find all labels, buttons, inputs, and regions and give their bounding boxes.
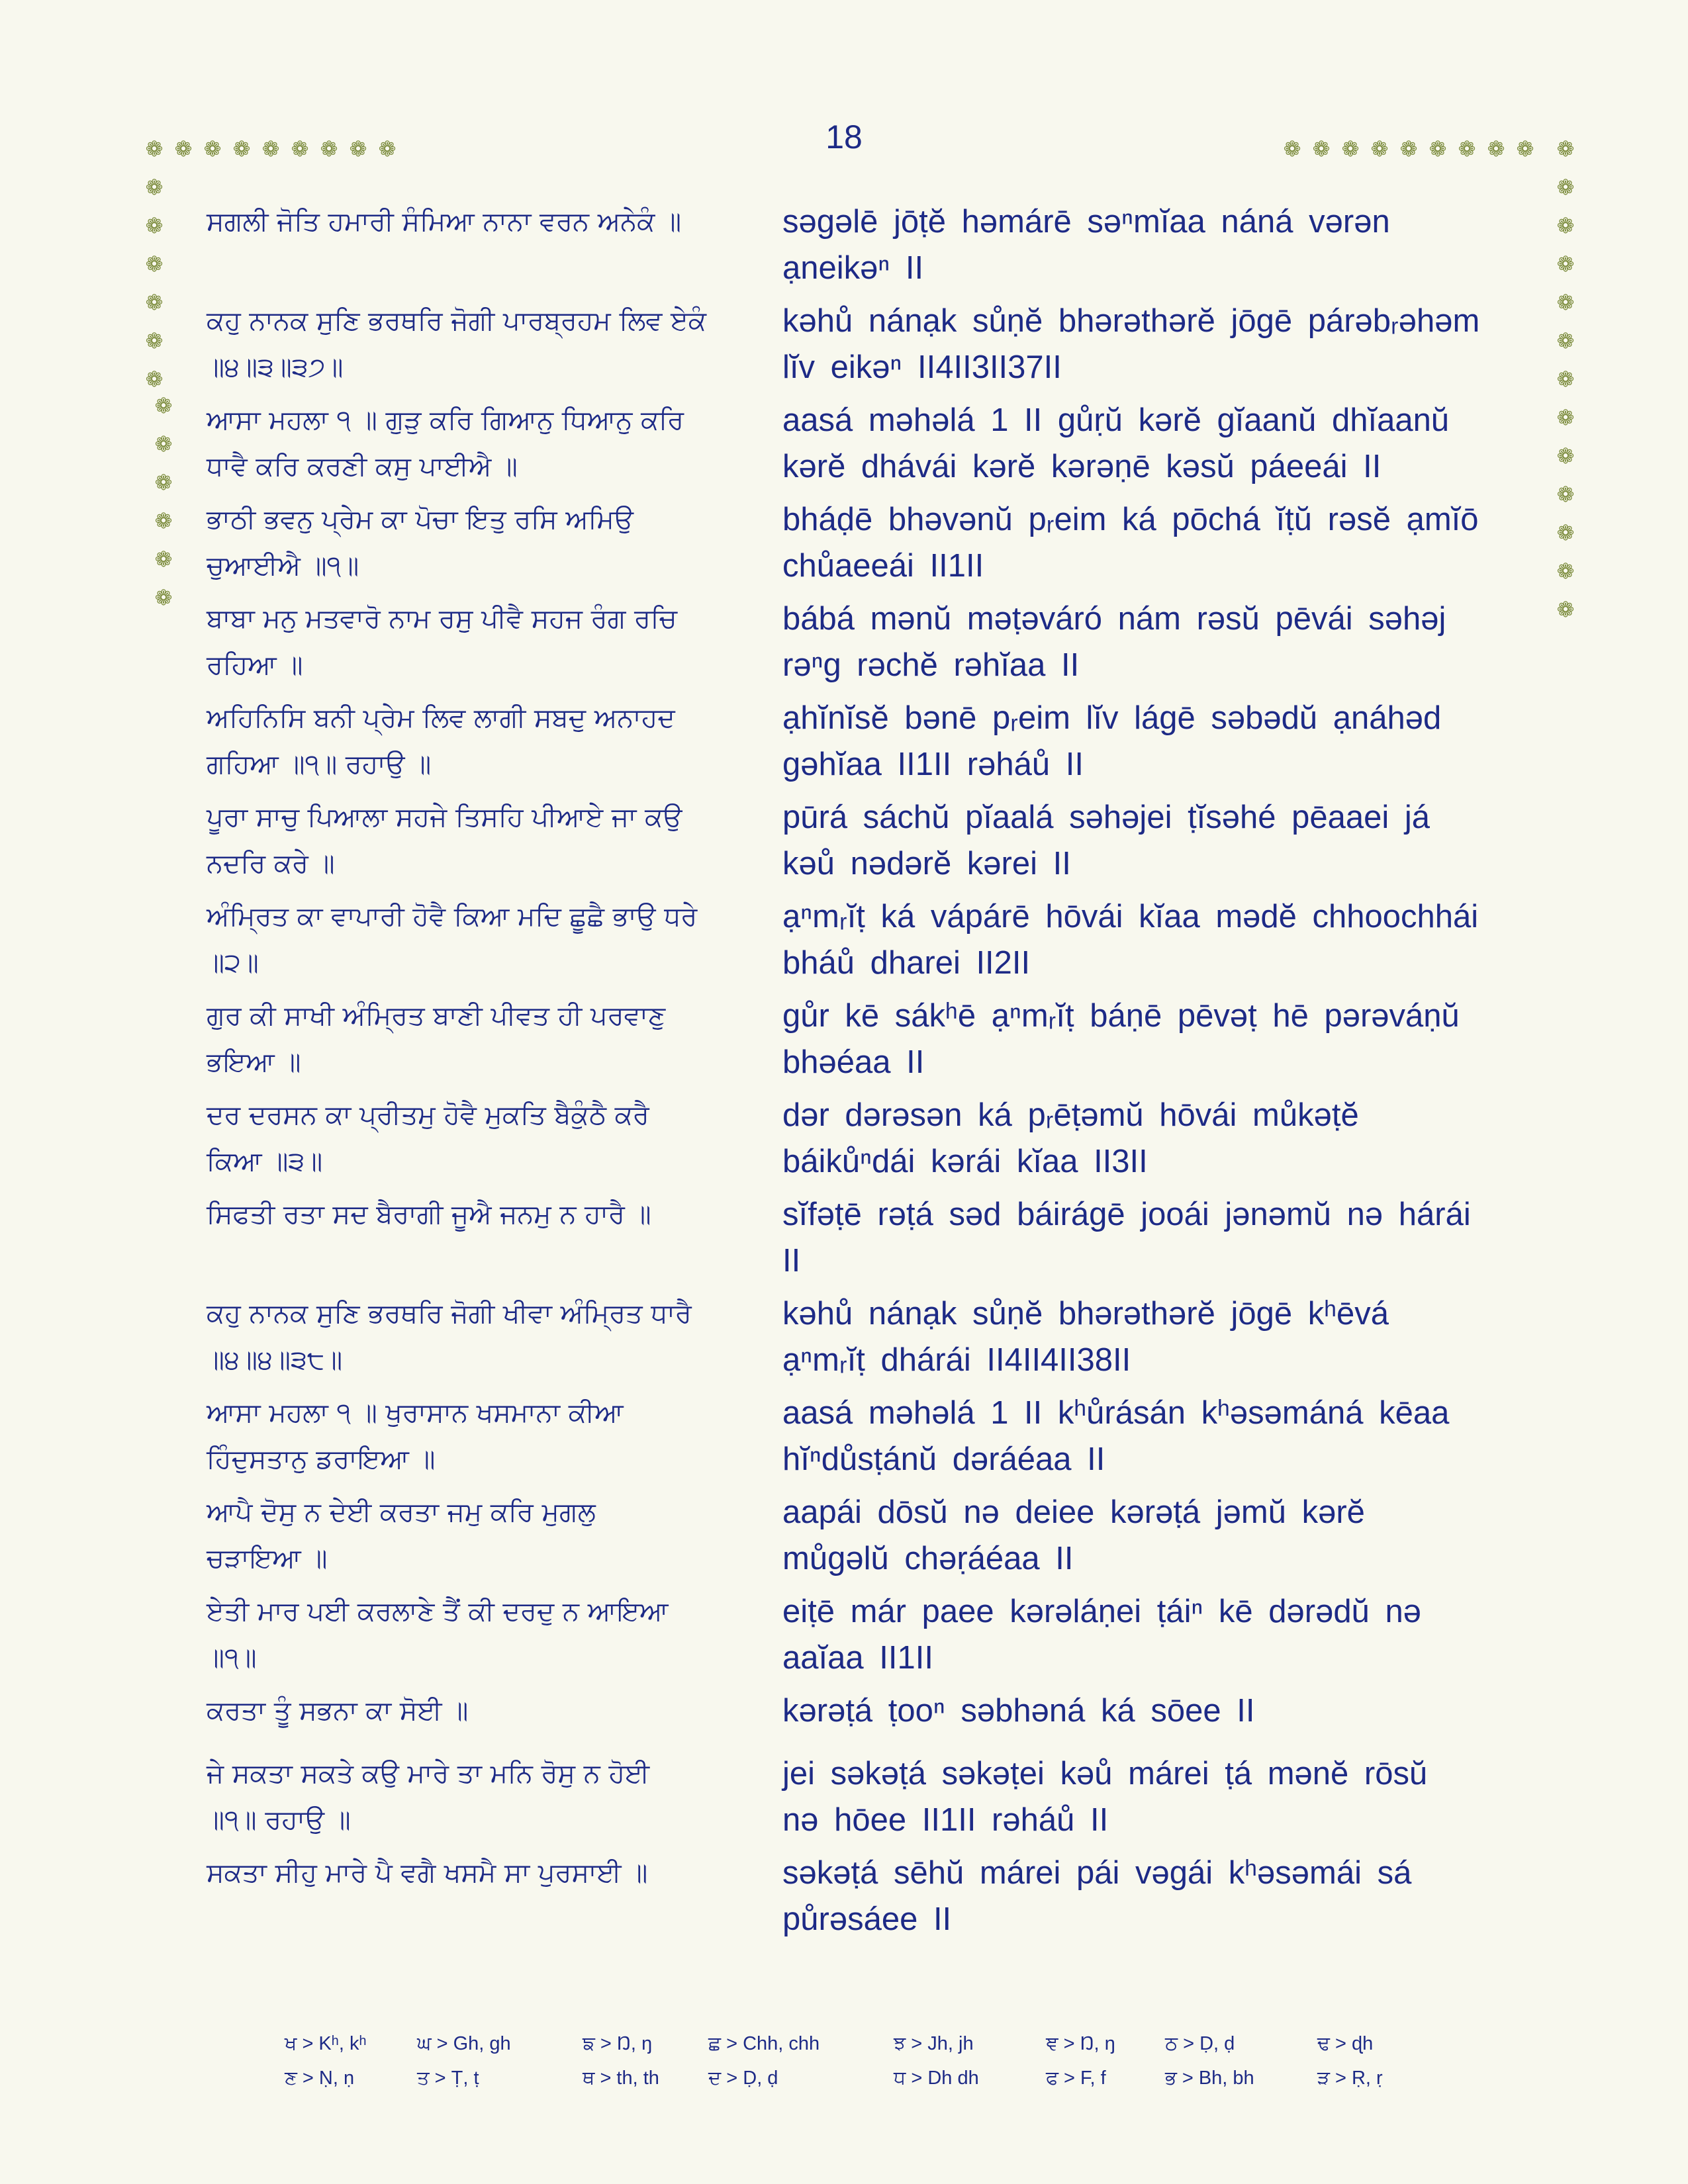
flower-icon: ❁	[1556, 175, 1575, 200]
transliteration-text: kəhů nánạk sůṇĕ bhərəthərĕ jōgē kʰēvá ạⁿmᵣĭṭ dhárái II4II4II38II	[782, 1296, 1389, 1378]
legend-item: ਧ > Dh dh	[894, 2068, 979, 2089]
flower-icon: ❁	[145, 175, 164, 200]
legend-item: ਛ > Chh, chh	[708, 2033, 820, 2054]
flower-icon: ❁	[1556, 597, 1575, 622]
legend-item: ਘ > Gh, gh	[417, 2033, 511, 2054]
flower-icon: ❁	[1556, 328, 1575, 353]
flower-icon: ❁	[1487, 136, 1505, 161]
transliteration-text: aasá məhəlá 1 II kʰůrásán kʰəsəmáná kēaa hĭⁿdůsṭánŭ dəráéaa II	[782, 1395, 1450, 1477]
legend-item: ਢ > ɖh	[1317, 2033, 1374, 2054]
flower-icon: ❁	[154, 393, 173, 418]
flower-icon: ❁	[154, 470, 173, 495]
gurmukhi-text: ਸਕਤਾ ਸੀਹੁ ਮਾਰੇ ਪੈ ਵਗੈ ਖਸਮੈ ਸਾ ਪੁਰਸਾਈ ॥	[207, 1858, 648, 1888]
flower-icon: ❁	[1312, 136, 1331, 161]
flower-icon: ❁	[261, 136, 280, 161]
flower-icon: ❁	[320, 136, 338, 161]
flower-icon: ❁	[1556, 136, 1575, 161]
flower-icon: ❁	[203, 136, 222, 161]
gurmukhi-text: ਸਗਲੀ ਜੋਤਿ ਹਮਾਰੀ ਸੰਮਿਆ ਨਾਨਾ ਵਰਨ ਅਨੇਕੰ ॥	[207, 206, 682, 237]
gurmukhi-text: ਗੁਰ ਕੀ ਸਾਖੀ ਅੰਮ੍ਰਿਤ ਬਾਣੀ ਪੀਵਤ ਹੀ ਪਰਵਾਣੁ ਭਇਆ ॥	[207, 1001, 666, 1077]
transliteration-text: aasá məhəlá 1 II gůṛŭ kərĕ gĭaanŭ dhĭaanŭ kərĕ dhávái kərĕ kərəṇē kəsŭ páeeái II	[782, 402, 1450, 484]
transliteration-text: sĭfəṭē rəṭá səd báirágē jooái jənəmŭ nə hárái II	[782, 1197, 1471, 1279]
flower-icon: ❁	[145, 290, 164, 315]
flower-icon: ❁	[145, 213, 164, 238]
gurmukhi-text: ਆਸਾ ਮਹਲਾ ੧ ॥ ਗੁੜੁ ਕਰਿ ਗਿਆਨੁ ਧਿਆਨੁ ਕਰਿ ਧਾਵੈ ਕਰਿ ਕਰਣੀ ਕਸੁ ਪਾਈਐ ॥	[207, 405, 684, 482]
transliteration-text: eiṭē már paee kərəláṇei ṭáiⁿ kē dərədŭ nə aaĭaa II1II	[782, 1594, 1421, 1676]
flower-icon: ❁	[1283, 136, 1301, 161]
flower-icon: ❁	[291, 136, 309, 161]
flower-icon: ❁	[145, 136, 164, 161]
flower-icon: ❁	[1556, 367, 1575, 392]
transliteration-text: bháḍē bhəvənŭ pᵣeim ká pōchá ĭṭŭ rəsĕ ạmĭō chůaeeái II1II	[782, 502, 1479, 584]
transliteration-text: səgəlē jōṭĕ həmárē səⁿmĭaa náná vərən ạneikəⁿ II	[782, 204, 1390, 286]
flower-icon: ❁	[145, 328, 164, 353]
transliteration-text: aapái dōsŭ nə deiee kərəṭá jəmŭ kərĕ můgəlŭ chəṛáéaa II	[782, 1494, 1365, 1576]
transliteration-text: kərəṭá ṭooⁿ səbhəná ká sōee II	[782, 1693, 1255, 1729]
transliteration-legend	[285, 2030, 1410, 2110]
flower-icon: ❁	[1556, 482, 1575, 507]
legend-item: ਣ > Ṇ, ṇ	[285, 2068, 355, 2089]
gurmukhi-text: ਆਪੈ ਦੋਸੁ ਨ ਦੇਈ ਕਰਤਾ ਜਮੁ ਕਰਿ ਮੁਗਲੁ ਚੜਾਇਆ ॥	[207, 1497, 596, 1574]
gurmukhi-text: ਪੂਰਾ ਸਾਚੁ ਪਿਆਲਾ ਸਹਜੇ ਤਿਸਹਿ ਪੀਆਏ ਜਾ ਕਉ ਨਦਰਿ ਕਰੇ ॥	[207, 802, 682, 879]
flower-icon: ❁	[1556, 251, 1575, 277]
flower-icon: ❁	[1556, 405, 1575, 430]
transliteration-text: bábá mənŭ məṭəváró nám rəsŭ pēvái səhəj rəⁿg rəchĕ rəhĭaa II	[782, 601, 1446, 683]
flower-icon: ❁	[1370, 136, 1389, 161]
legend-item: ਦ > Ḍ, ḍ	[708, 2068, 778, 2089]
transliteration-text: jei səkəṭá səkəṭei kəů márei ṭá mənĕ rōsŭ nə hōee II1II rəháů II	[782, 1756, 1428, 1838]
flower-icon: ❁	[145, 251, 164, 277]
gurmukhi-text: ਸਿਫਤੀ ਰਤਾ ਸਦ ਬੈਰਾਗੀ ਜੂਐ ਜਨਮੁ ਨ ਹਾਰੈ ॥	[207, 1199, 651, 1230]
gurmukhi-text: ਅੰਮ੍ਰਿਤ ਕਾ ਵਾਪਾਰੀ ਹੋਵੈ ਕਿਆ ਮਦਿ ਛੂਛੈ ਭਾਉ ਧਰੇ ॥੨॥	[207, 901, 698, 978]
transliteration-text: pūrá sáchŭ pĭaalá səhəjei ṭĭsəhé pēaaei já kəů nədərĕ kərei II	[782, 799, 1430, 882]
gurmukhi-text: ਕਹੁ ਨਾਨਕ ਸੁਣਿ ਭਰਥਰਿ ਜੋਗੀ ਖੀਵਾ ਅੰਮ੍ਰਿਤ ਧਾਰੈ ॥੪॥੪॥੩੮॥	[207, 1298, 692, 1375]
legend-item: ਠ > Ḍ, ḍ	[1165, 2033, 1235, 2054]
gurmukhi-text: ਭਾਠੀ ਭਵਨੁ ਪ੍ਰੇਮ ਕਾ ਪੋਚਾ ਇਤੁ ਰਸਿ ਅਮਿਉ ਚੁਆਈਐ ॥੧॥	[207, 504, 633, 581]
gurmukhi-text: ਕਹੁ ਨਾਨਕ ਸੁਣਿ ਭਰਥਰਿ ਜੋਗੀ ਪਾਰਬ੍ਰਹਮ ਲਿਵ ਏਕੰ ॥੪॥੩॥੩੭॥	[207, 306, 707, 383]
gurmukhi-text: ਕਰਤਾ ਤੂੰ ਸਭਨਾ ਕਾ ਸੋਈ ॥	[207, 1696, 469, 1726]
legend-item: ਥ > th, th	[583, 2068, 659, 2089]
flower-icon: ❁	[154, 585, 173, 610]
legend-item: ੜ > Ṛ, ṛ	[1317, 2068, 1383, 2089]
flower-icon: ❁	[232, 136, 251, 161]
flower-icon: ❁	[1556, 443, 1575, 469]
flower-icon: ❁	[349, 136, 367, 161]
flower-icon: ❁	[1458, 136, 1476, 161]
transliteration-text: gůr kē sákʰē ạⁿmᵣĭṭ báṇē pēvəṭ hē pərəváṇŭ bhəéaa II	[782, 998, 1460, 1080]
flower-icon: ❁	[154, 547, 173, 572]
legend-item: ਭ > Bh, bh	[1165, 2068, 1254, 2089]
flower-icon: ❁	[1556, 559, 1575, 584]
transliteration-text: ạhĭnĭsĕ bənē pᵣeim lĭv lágē səbədŭ ạnáhəd gəhĭaa II1II rəháů II	[782, 700, 1442, 782]
flower-icon: ❁	[145, 367, 164, 392]
page-number: 18	[825, 118, 863, 156]
legend-item: ਤ > Ṭ, ṭ	[417, 2068, 479, 2089]
flower-icon: ❁	[174, 136, 193, 161]
legend-item: ਙ > Ŋ, ŋ	[583, 2033, 653, 2054]
legend-item: ਞ > Ŋ, ŋ	[1046, 2033, 1115, 2054]
transliteration-text: kəhů nánạk sůṇĕ bhərəthərĕ jōgē párəbᵣəhəm lĭv eikəⁿ II4II3II37II	[782, 303, 1480, 385]
gurmukhi-text: ਦਰ ਦਰਸਨ ਕਾ ਪ੍ਰੀਤਮੁ ਹੋਵੈ ਮੁਕਤਿ ਬੈਕੁੰਠੈ ਕਰੈ ਕਿਆ ॥੩॥	[207, 1100, 649, 1177]
flower-icon: ❁	[1556, 520, 1575, 545]
flower-icon: ❁	[378, 136, 397, 161]
flower-icon: ❁	[1556, 213, 1575, 238]
gurmukhi-text: ਆਸਾ ਮਹਲਾ ੧ ॥ ਖੁਰਾਸਾਨ ਖਸਮਾਨਾ ਕੀਆ ਹਿੰਦੁਸਤਾਨੁ ਡਰਾਇਆ ॥	[207, 1398, 624, 1475]
gurmukhi-text: ਅਹਿਨਿਸਿ ਬਨੀ ਪ੍ਰੇਮ ਲਿਵ ਲਾਗੀ ਸਬਦੁ ਅਨਾਹਦ ਗਹਿਆ ॥੧॥ ਰਹਾਉ ॥	[207, 703, 675, 780]
legend-item: ਖ > Kʰ, kʰ	[285, 2033, 367, 2054]
transliteration-text: dər dərəsən ká pᵣēṭəmŭ hōvái můkəṭĕ báikůⁿdái kərái kĭaa II3II	[782, 1097, 1359, 1179]
flower-icon: ❁	[1556, 290, 1575, 315]
flower-icon: ❁	[1399, 136, 1418, 161]
legend-item: ਝ > Jh, jh	[894, 2033, 974, 2054]
flower-icon: ❁	[1341, 136, 1360, 161]
gurmukhi-text: ਏਤੀ ਮਾਰ ਪਈ ਕਰਲਾਣੇ ਤੈਂ ਕੀ ਦਰਦੁ ਨ ਆਇਆ ॥੧॥	[207, 1596, 669, 1673]
gurmukhi-text: ਜੇ ਸਕਤਾ ਸਕਤੇ ਕਉ ਮਾਰੇ ਤਾ ਮਨਿ ਰੋਸੁ ਨ ਹੋਈ ॥੧॥ ਰਹਾਉ ॥	[207, 1758, 650, 1835]
transliteration-text: səkəṭá sēhŭ márei pái vəgái kʰəsəmái sá půrəsáee II	[782, 1855, 1412, 1937]
flower-icon: ❁	[1429, 136, 1447, 161]
flower-icon: ❁	[154, 508, 173, 533]
transliteration-text: ạⁿmᵣĭṭ ká vápárē hōvái kĭaa mədĕ chhoochhái bháů dharei II2II	[782, 899, 1479, 981]
flower-icon: ❁	[1516, 136, 1534, 161]
legend-item: ਫ > F, f	[1046, 2068, 1106, 2089]
flower-icon: ❁	[154, 432, 173, 457]
gurmukhi-text: ਬਾਬਾ ਮਨੁ ਮਤਵਾਰੋ ਨਾਮ ਰਸੁ ਪੀਵੈ ਸਹਜ ਰੰਗ ਰਚਿ ਰਹਿਆ ॥	[207, 604, 677, 680]
